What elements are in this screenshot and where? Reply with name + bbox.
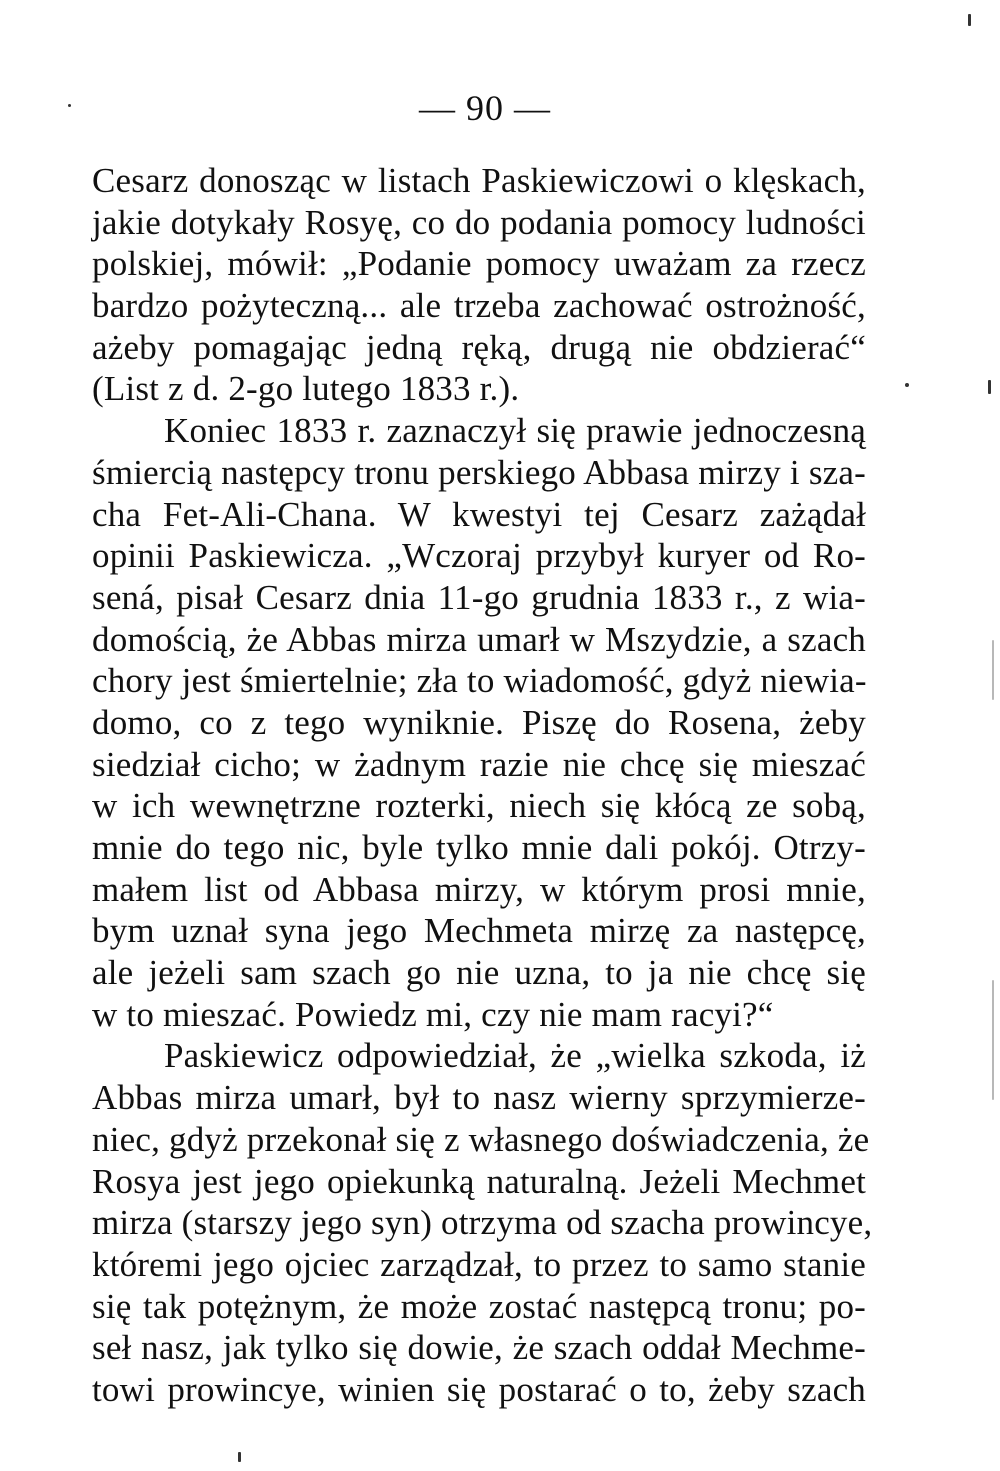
- scan-speck: [238, 1452, 241, 1462]
- text-line: ażeby pomagając jedną ręką, drugą nie obdzierać“: [92, 327, 866, 367]
- page-number: — 90 —: [419, 88, 551, 128]
- text-line: małem list od Abbasa mirzy, w którym prosi mnie,: [92, 869, 866, 909]
- text-line: Rosya jest jego opiekunką naturalną. Jeżeli Mechmet: [92, 1161, 866, 1201]
- text-line: bym uznał syna jego Mechmeta mirzę za następcę,: [92, 911, 866, 951]
- scan-speck: [988, 380, 991, 394]
- scan-speck: [905, 383, 909, 387]
- text-line: Cesarz donosząc w listach Paskiewiczowi o klęskach,: [92, 161, 866, 200]
- text-line: polskiej, mówił: „Podanie pomocy uważam za rzecz: [92, 244, 866, 284]
- text-line: opinii Paskiewicza. „Wczoraj przybył kuryer od Ro-: [92, 536, 866, 576]
- text-line: jakie dotykały Rosyę, co do podania pomocy ludności: [92, 202, 866, 242]
- scan-speck: [992, 980, 994, 1100]
- text-line: towi prowincye, winien się postarać o to, żeby szach: [92, 1369, 866, 1409]
- text-line: domo, co z tego wyniknie. Piszę do Rosena, żeby: [92, 702, 866, 742]
- text-line: mnie do tego nic, byle tylko mnie dali pokój. Otrzy-: [92, 828, 866, 867]
- text-line: Koniec 1833 r. zaznaczył się prawie jednoczesną: [164, 411, 866, 451]
- text-line: w ich wewnętrzne rozterki, niech się kłócą ze sobą,: [92, 786, 866, 826]
- body-text: [92, 160, 873, 1411]
- text-line: chory jest śmiertelnie; zła to wiadomość, gdyż niewia-: [92, 661, 867, 701]
- text-line: niec, gdyż przekonał się z własnego doświadczenia, że: [92, 1119, 870, 1159]
- text-line: się tak potężnym, że może zostać następcą tronu; po-: [92, 1286, 866, 1326]
- text-line: siedział cicho; w żadnym razie nie chcę się mieszać: [92, 744, 866, 784]
- text-line: sená, pisał Cesarz dnia 11-go grudnia 1833 r., z wia-: [92, 577, 866, 617]
- text-line: mirza (starszy jego syn) otrzyma od szacha prowincye,: [92, 1203, 873, 1243]
- scan-speck: [968, 14, 971, 26]
- text-line: cha Fet-Ali-Chana. W kwestyi tej Cesarz zażądał: [92, 494, 866, 534]
- scan-speck: [68, 104, 71, 107]
- text-line: bardzo pożyteczną... ale trzeba zachować ostrożność,: [92, 286, 866, 326]
- text-line: śmiercią następcy tronu perskiego Abbasa mirzy i sza-: [92, 452, 866, 492]
- text-line: Abbas mirza umarł, był to nasz wierny sprzymierze-: [92, 1078, 866, 1118]
- text-line: (List z d. 2-go lutego 1833 r.).: [92, 369, 520, 409]
- text-line: w to mieszać. Powiedz mi, czy nie mam racyi?“: [92, 994, 774, 1034]
- text-line: seł nasz, jak tylko się dowie, że szach oddał Mechme-: [92, 1328, 866, 1368]
- scan-speck: [992, 640, 994, 700]
- text-line: któremi jego ojciec zarządzał, to przez to samo stanie: [92, 1244, 866, 1284]
- text-line: ale jeżeli sam szach go nie uzna, to ja nie chcę się: [92, 953, 866, 993]
- text-line: Paskiewicz odpowiedział, że „wielka szkoda, iż: [164, 1036, 866, 1076]
- text-line: domością, że Abbas mirza umarł w Mszydzie, a szach: [92, 619, 866, 659]
